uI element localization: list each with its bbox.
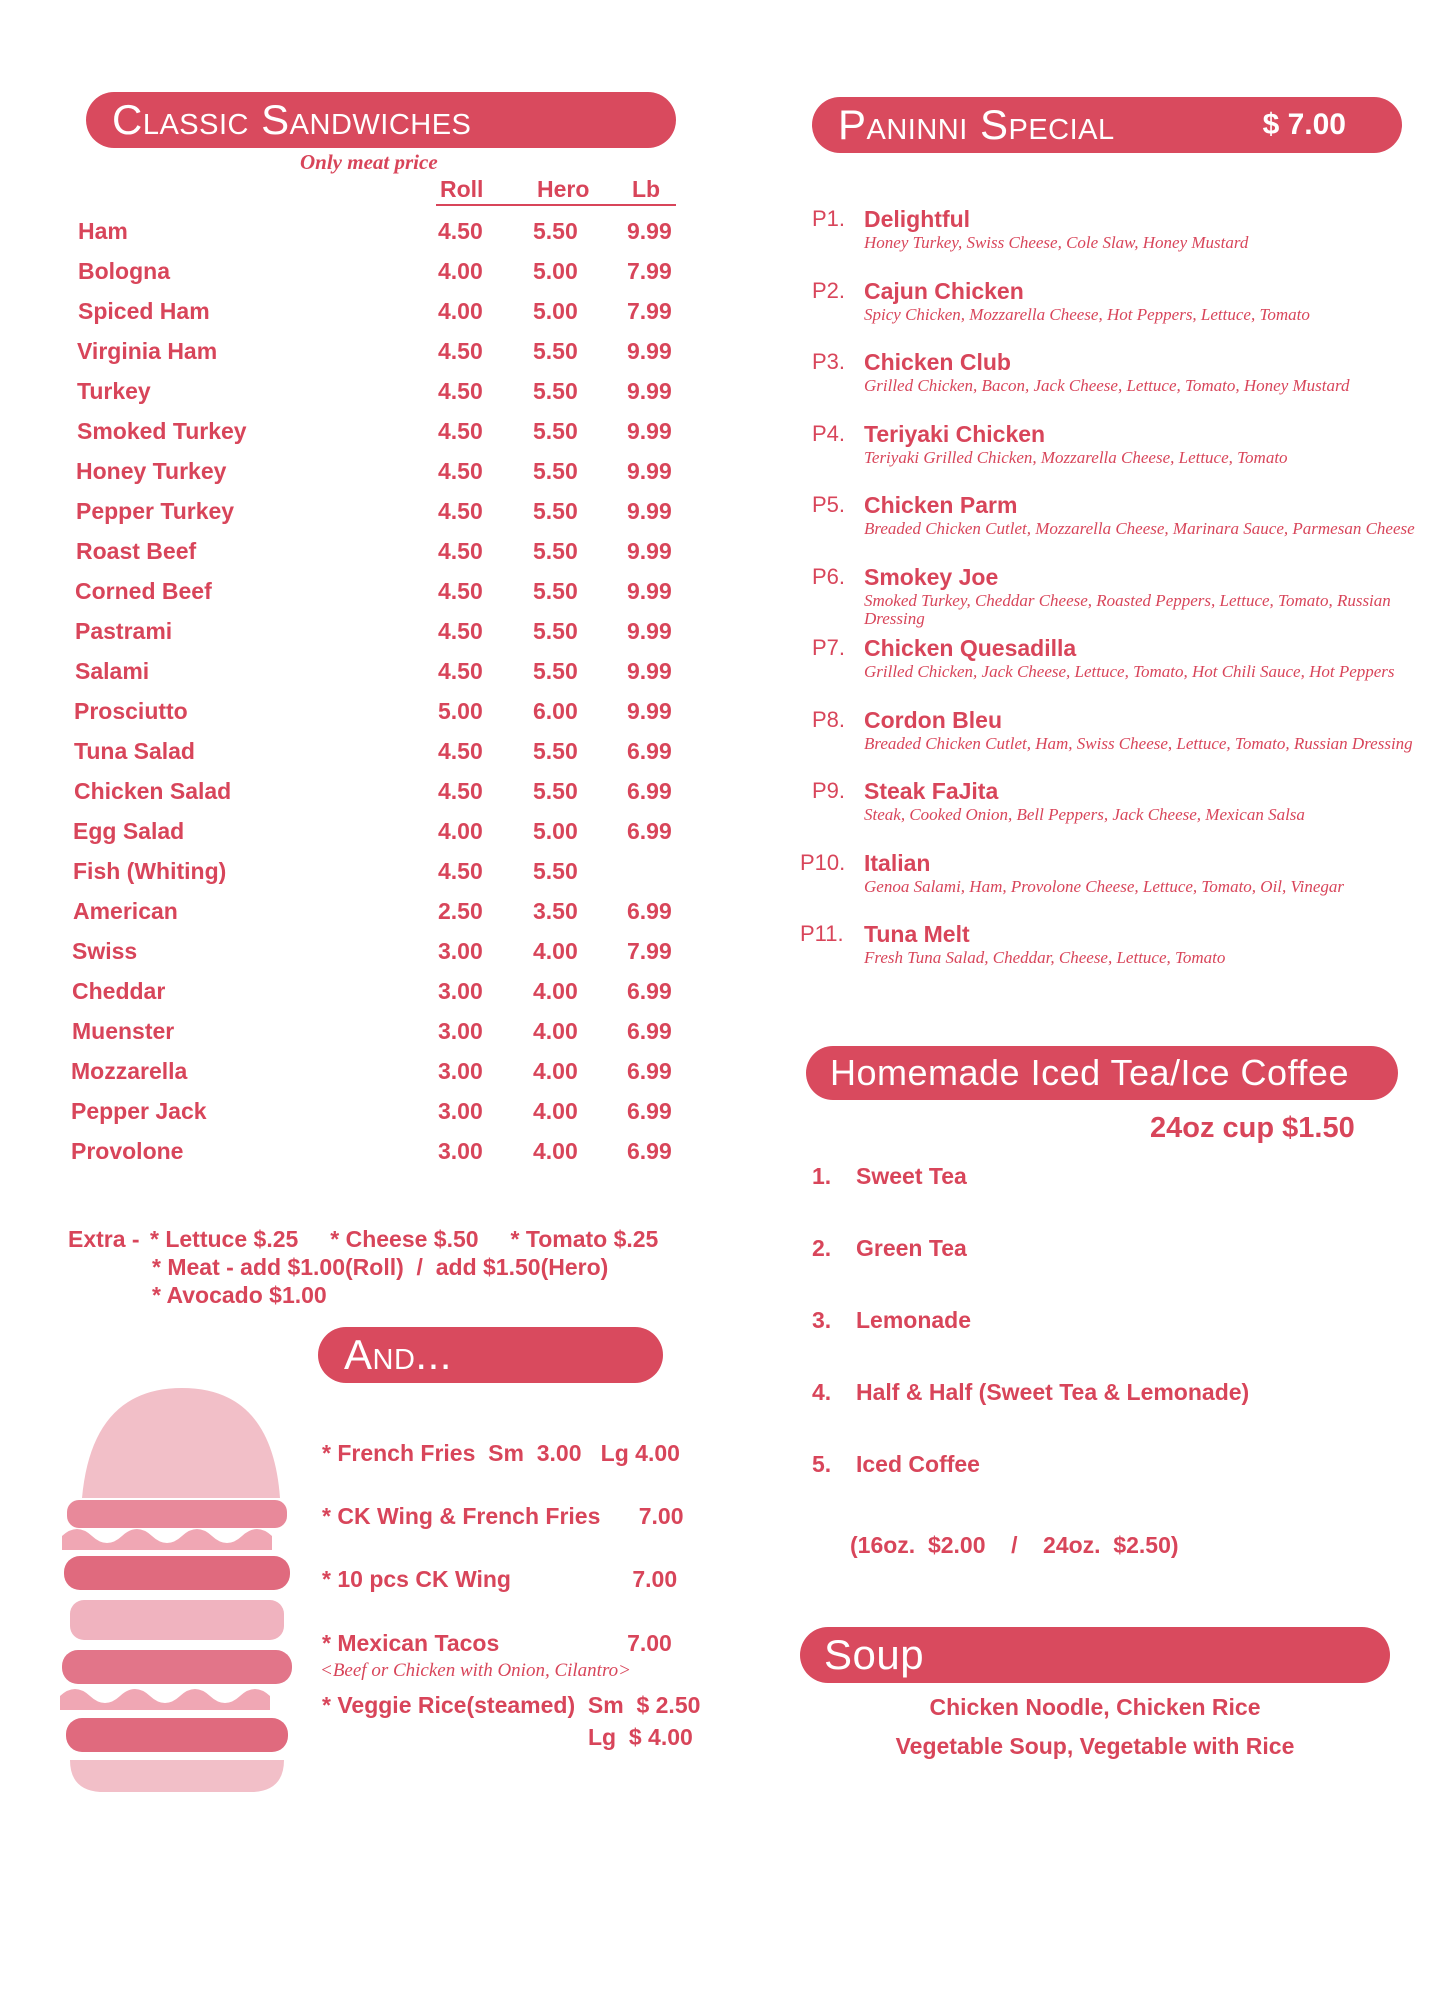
sandwich-name: Pepper Jack	[71, 1098, 207, 1124]
iced-tea-banner	[806, 1046, 1398, 1100]
tea-item-iced-coffee: Iced Coffee	[856, 1451, 980, 1477]
sandwich-price-roll: 4.50	[438, 498, 483, 524]
paninni-title: Paninni Special	[838, 101, 1115, 148]
sandwich-price-lb: 6.99	[627, 778, 672, 804]
sandwich-price-lb: 6.99	[627, 818, 672, 844]
panini-code: P9.	[812, 778, 846, 803]
soup-title: Soup	[824, 1631, 925, 1678]
sandwich-price-hero: 5.50	[533, 538, 578, 564]
panini-name: Delightful	[864, 206, 971, 232]
classic-sandwiches-banner	[86, 92, 676, 148]
sandwich-price-roll: 4.50	[438, 578, 483, 604]
tea-num-4: 4.	[812, 1379, 832, 1405]
sandwich-price-hero: 3.50	[533, 898, 578, 924]
sandwich-price-hero: 4.00	[533, 938, 578, 964]
sandwich-price-hero: 5.00	[533, 818, 578, 844]
panini-description: Honey Turkey, Swiss Cheese, Cole Slaw, Honey Mustard	[864, 233, 1249, 252]
panini-description: Breaded Chicken Cutlet, Ham, Swiss Cheese, Lettuce, Tomato, Russian Dressing	[864, 734, 1413, 753]
sandwich-price-hero: 4.00	[533, 1098, 578, 1124]
sandwich-price-roll: 4.50	[438, 538, 483, 564]
panini-description: Smoked Turkey, Cheddar Cheese, Roasted Peppers, Lettuce, Tomato, Russian Dressing	[864, 591, 1391, 628]
sandwich-price-lb: 9.99	[627, 578, 672, 604]
sandwich-price-roll: 4.50	[438, 778, 483, 804]
tea-num-2: 2.	[812, 1235, 832, 1261]
sandwich-name: Pastrami	[75, 618, 173, 644]
sandwich-name: Swiss	[72, 938, 138, 964]
header-roll: Roll	[440, 176, 484, 202]
tea-item-sweet-tea: Sweet Tea	[856, 1163, 967, 1189]
sandwich-price-roll: 4.00	[438, 258, 483, 284]
extras-line-1: * Lettuce $.25 * Cheese $.50 * Tomato $.25	[150, 1226, 659, 1252]
sandwich-name: Virginia Ham	[77, 338, 218, 364]
iced-tea-cup-price: 24oz cup $1.50	[1150, 1112, 1355, 1144]
soup-banner	[800, 1627, 1390, 1683]
sandwich-name: Mozzarella	[71, 1058, 188, 1084]
sandwich-name: Roast Beef	[76, 538, 197, 564]
sandwich-price-lb: 9.99	[627, 538, 672, 564]
sandwich-price-hero: 5.50	[533, 218, 578, 244]
panini-name: Teriyaki Chicken	[864, 421, 1046, 447]
iced-tea-title: Homemade Iced Tea/Ice Coffee	[830, 1052, 1349, 1093]
and-banner	[318, 1327, 663, 1383]
sandwich-price-lb: 9.99	[627, 698, 672, 724]
tea-item-lemonade: Lemonade	[856, 1307, 972, 1333]
tacos-note: <Beef or Chicken with Onion, Cilantro>	[320, 1660, 631, 1681]
sandwich-price-hero: 5.50	[533, 658, 578, 684]
panini-code: P2.	[812, 278, 846, 303]
sandwich-name: Pepper Turkey	[76, 498, 235, 524]
sandwich-price-hero: 4.00	[533, 978, 578, 1004]
sandwich-price-lb: 9.99	[627, 498, 672, 524]
sandwich-price-hero: 5.50	[533, 778, 578, 804]
tea-num-1: 1.	[812, 1163, 832, 1189]
sandwich-name: Muenster	[72, 1018, 175, 1044]
panini-name: Smokey Joe	[864, 564, 999, 590]
sandwich-price-hero: 5.00	[533, 258, 578, 284]
classic-sandwiches-title: Classic Sandwiches	[112, 96, 472, 143]
panini-code: P5.	[812, 492, 846, 517]
and-item-french-fries: * French Fries Sm 3.00 Lg 4.00	[322, 1440, 680, 1466]
panini-name: Italian	[864, 850, 931, 876]
sandwich-name: Provolone	[71, 1138, 184, 1164]
extras-label: Extra -	[68, 1226, 140, 1252]
tea-num-5: 5.	[812, 1451, 832, 1477]
tea-item-green-tea: Green Tea	[856, 1235, 967, 1261]
sandwich-name: Egg Salad	[73, 818, 185, 844]
sandwich-price-lb: 9.99	[627, 618, 672, 644]
sandwich-name: Chicken Salad	[74, 778, 232, 804]
sandwich-price-lb: 9.99	[627, 338, 672, 364]
paninni-price: $ 7.00	[1262, 108, 1346, 141]
veggie-rice-lg: Lg $ 4.00	[588, 1724, 693, 1750]
panini-code: P11.	[800, 921, 844, 946]
panini-name: Chicken Parm	[864, 492, 1018, 518]
sandwich-price-roll: 3.00	[438, 1138, 483, 1164]
sandwich-name: Tuna Salad	[74, 738, 195, 764]
burger-lettuce-1	[62, 1529, 272, 1550]
soup-line-1: Chicken Noodle, Chicken Rice	[929, 1694, 1261, 1720]
panini-code: P7.	[812, 635, 846, 660]
panini-name: Tuna Melt	[864, 921, 970, 947]
sandwich-name: Prosciutto	[74, 698, 188, 724]
sandwich-price-roll: 4.50	[438, 618, 483, 644]
panini-description: Grilled Chicken, Bacon, Jack Cheese, Lettuce, Tomato, Honey Mustard	[864, 376, 1350, 395]
and-item-mexican-tacos: * Mexican Tacos 7.00	[322, 1630, 672, 1656]
sandwich-price-lb: 6.99	[627, 1058, 672, 1084]
panini-name: Cajun Chicken	[864, 278, 1024, 304]
sandwich-price-roll: 4.50	[438, 458, 483, 484]
header-hero: Hero	[537, 176, 590, 202]
sandwich-price-roll: 3.00	[438, 1098, 483, 1124]
sandwich-price-roll: 2.50	[438, 898, 483, 924]
sandwich-price-roll: 3.00	[438, 978, 483, 1004]
panini-code: P1.	[812, 206, 846, 231]
sandwich-name: American	[73, 898, 178, 924]
panini-description: Steak, Cooked Onion, Bell Peppers, Jack Cheese, Mexican Salsa	[864, 805, 1305, 824]
sandwich-price-roll: 4.50	[438, 658, 483, 684]
sandwich-price-hero: 5.50	[533, 738, 578, 764]
sandwich-price-hero: 5.50	[533, 418, 578, 444]
sandwich-price-roll: 4.50	[438, 738, 483, 764]
burger-top-bun	[82, 1388, 280, 1498]
burger-layer-1	[67, 1500, 287, 1528]
panini-description: Fresh Tuna Salad, Cheddar, Cheese, Lettuce, Tomato	[864, 948, 1226, 967]
sandwich-price-lb: 9.99	[627, 658, 672, 684]
sandwich-name: Bologna	[78, 258, 170, 284]
sandwich-price-roll: 4.50	[438, 378, 483, 404]
extras-line-2: * Meat - add $1.00(Roll) / add $1.50(Hero)	[152, 1254, 609, 1280]
sandwich-price-hero: 5.00	[533, 298, 578, 324]
sandwich-name: Turkey	[77, 378, 151, 404]
panini-name: Chicken Club	[864, 349, 1011, 375]
sandwich-price-roll: 4.00	[438, 298, 483, 324]
sandwich-price-lb: 6.99	[627, 738, 672, 764]
sandwich-name: Smoked Turkey	[77, 418, 247, 444]
burger-patty-3	[66, 1718, 288, 1752]
sandwich-price-roll: 3.00	[438, 1018, 483, 1044]
sandwich-price-hero: 5.50	[533, 578, 578, 604]
sandwich-price-roll: 3.00	[438, 938, 483, 964]
sandwich-price-roll: 4.50	[438, 338, 483, 364]
and-item-veggie-rice: * Veggie Rice(steamed) Sm $ 2.50	[322, 1692, 701, 1718]
panini-code: P6.	[812, 564, 846, 589]
only-meat-price-note: Only meat price	[300, 150, 438, 174]
burger-illustration	[52, 1378, 292, 1798]
sandwich-price-hero: 5.50	[533, 858, 578, 884]
panini-code: P4.	[812, 421, 846, 446]
sandwich-price-lb: 7.99	[627, 258, 672, 284]
and-item-ck-wing-fries: * CK Wing & French Fries 7.00	[322, 1503, 684, 1529]
header-lb: Lb	[632, 176, 661, 202]
and-title: And...	[344, 1331, 452, 1378]
burger-patty-1	[64, 1556, 290, 1590]
panini-code: P8.	[812, 707, 846, 732]
burger-patty-2	[62, 1650, 292, 1684]
panini-name: Chicken Quesadilla	[864, 635, 1077, 661]
sandwich-price-lb: 9.99	[627, 418, 672, 444]
sandwich-price-hero: 6.00	[533, 698, 578, 724]
header-underline	[436, 204, 676, 206]
burger-lettuce-2	[60, 1689, 270, 1710]
sandwich-price-roll: 4.50	[438, 218, 483, 244]
sandwich-price-roll: 4.50	[438, 418, 483, 444]
sandwich-price-lb: 7.99	[627, 298, 672, 324]
and-item-10pcs-ck-wing: * 10 pcs CK Wing 7.00	[322, 1566, 678, 1592]
sandwich-price-roll: 4.00	[438, 818, 483, 844]
tea-num-3: 3.	[812, 1307, 832, 1333]
sandwich-name: Cheddar	[72, 978, 166, 1004]
panini-description: Breaded Chicken Cutlet, Mozzarella Cheese, Marinara Sauce, Parmesan Cheese	[864, 519, 1415, 538]
sandwich-price-lb: 9.99	[627, 458, 672, 484]
burger-layer-2	[70, 1600, 284, 1640]
sandwich-price-roll: 4.50	[438, 858, 483, 884]
panini-description: Spicy Chicken, Mozzarella Cheese, Hot Peppers, Lettuce, Tomato	[864, 305, 1310, 324]
sandwich-name: Corned Beef	[75, 578, 212, 604]
soup-line-2: Vegetable Soup, Vegetable with Rice	[895, 1733, 1295, 1759]
panini-name: Cordon Bleu	[864, 707, 1002, 733]
sandwich-price-lb: 9.99	[627, 218, 672, 244]
panini-name: Steak FaJita	[864, 778, 999, 804]
burger-bottom-bun	[70, 1760, 284, 1792]
sandwich-price-hero: 5.50	[533, 378, 578, 404]
sandwich-price-roll: 3.00	[438, 1058, 483, 1084]
sandwich-price-hero: 5.50	[533, 458, 578, 484]
sandwich-price-hero: 5.50	[533, 618, 578, 644]
sandwich-name: Honey Turkey	[76, 458, 227, 484]
sandwich-price-lb: 6.99	[627, 1018, 672, 1044]
sandwich-price-lb: 6.99	[627, 1098, 672, 1124]
sandwich-price-lb: 6.99	[627, 898, 672, 924]
sandwich-name: Ham	[78, 218, 128, 244]
panini-code: P10.	[800, 850, 846, 875]
iced-coffee-sizes: (16oz. $2.00 / 24oz. $2.50)	[850, 1532, 1179, 1558]
sandwich-price-hero: 4.00	[533, 1138, 578, 1164]
panini-description: Grilled Chicken, Jack Cheese, Lettuce, Tomato, Hot Chili Sauce, Hot Peppers	[864, 662, 1395, 681]
sandwich-name: Salami	[75, 658, 150, 684]
panini-code: P3.	[812, 349, 846, 374]
sandwich-price-lb: 6.99	[627, 978, 672, 1004]
sandwich-name: Spiced Ham	[78, 298, 210, 324]
extras-line-3: * Avocado $1.00	[152, 1282, 327, 1308]
sandwich-price-lb: 7.99	[627, 938, 672, 964]
tea-item-half-half: Half & Half (Sweet Tea & Lemonade)	[856, 1379, 1250, 1405]
sandwich-price-hero: 5.50	[533, 338, 578, 364]
sandwich-price-lb: 6.99	[627, 1138, 672, 1164]
sandwich-price-hero: 4.00	[533, 1018, 578, 1044]
panini-description: Teriyaki Grilled Chicken, Mozzarella Cheese, Lettuce, Tomato	[864, 448, 1288, 467]
sandwich-price-hero: 4.00	[533, 1058, 578, 1084]
paninni-banner	[812, 97, 1402, 153]
panini-description: Genoa Salami, Ham, Provolone Cheese, Lettuce, Tomato, Oil, Vinegar	[864, 877, 1345, 896]
sandwich-price-hero: 5.50	[533, 498, 578, 524]
sandwich-price-roll: 5.00	[438, 698, 483, 724]
sandwich-name: Fish (Whiting)	[73, 858, 227, 884]
sandwich-price-lb: 9.99	[627, 378, 672, 404]
